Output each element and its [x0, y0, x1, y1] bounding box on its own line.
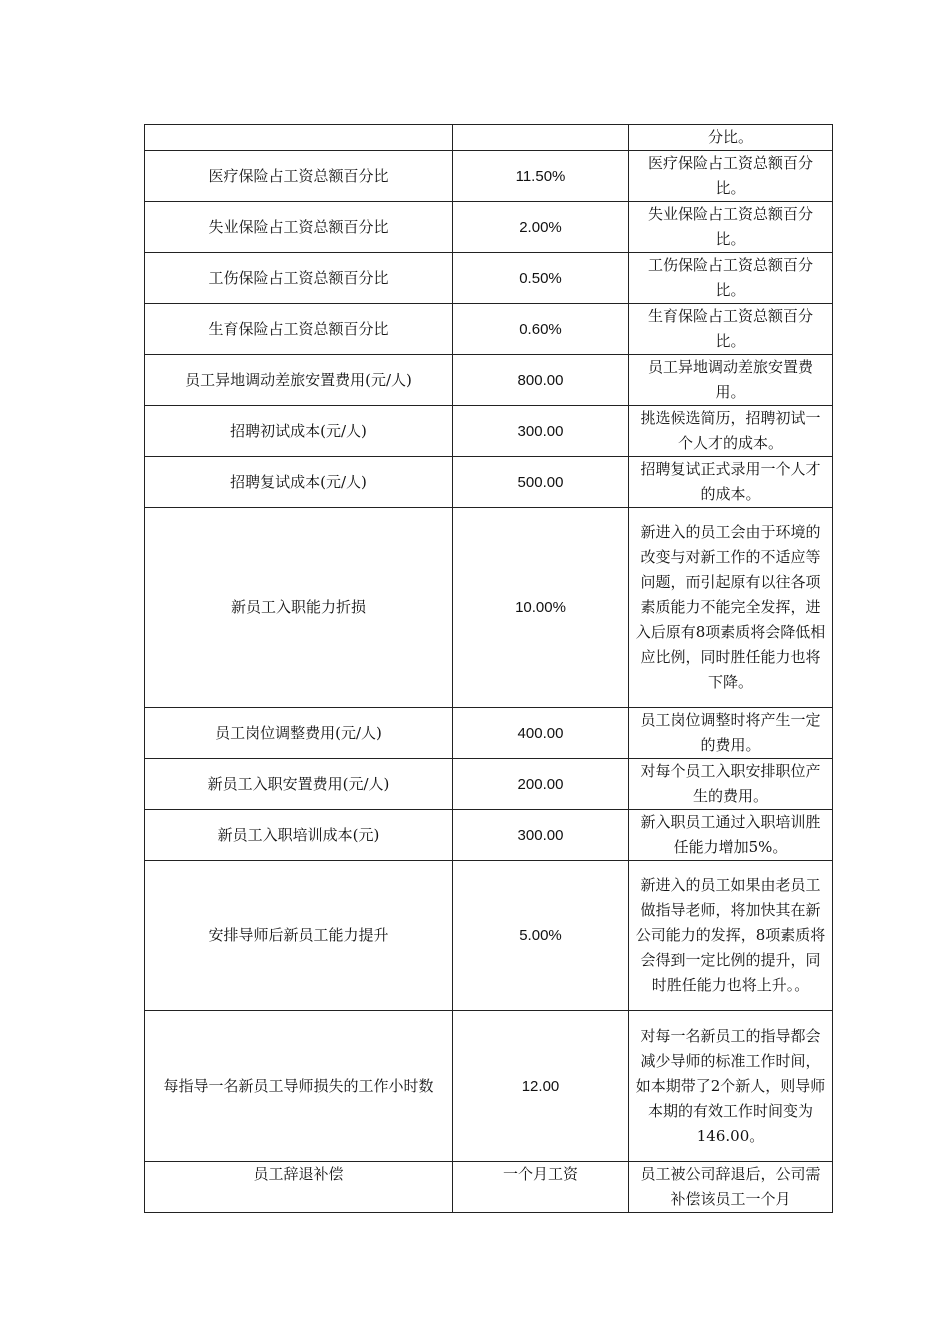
param-name: 失业保险占工资总额百分比 — [145, 202, 453, 253]
parameter-table — [144, 124, 833, 1213]
param-note: 分比。 — [629, 125, 833, 151]
table-row — [145, 457, 833, 508]
param-value: 2.00% — [453, 202, 629, 253]
param-name: 新员工入职能力折损 — [145, 508, 453, 708]
param-note: 医疗保险占工资总额百分比。 — [629, 151, 833, 202]
param-value: 0.60% — [453, 304, 629, 355]
table-row — [145, 1162, 833, 1213]
param-name: 招聘初试成本(元/人) — [145, 406, 453, 457]
param-name — [145, 125, 453, 151]
param-name: 生育保险占工资总额百分比 — [145, 304, 453, 355]
param-name: 工伤保险占工资总额百分比 — [145, 253, 453, 304]
table-row — [145, 406, 833, 457]
table-row — [145, 861, 833, 1011]
table-row — [145, 1011, 833, 1162]
param-name: 安排导师后新员工能力提升 — [145, 861, 453, 1011]
table-row — [145, 253, 833, 304]
table-row — [145, 355, 833, 406]
param-note: 对每一名新员工的指导都会减少导师的标准工作时间，如本期带了2个新人，则导师本期的有效工作时间变为146.00。 — [629, 1011, 833, 1162]
param-value: 12.00 — [453, 1011, 629, 1162]
table-row — [145, 304, 833, 355]
param-note: 员工岗位调整时将产生一定的费用。 — [629, 708, 833, 759]
param-name: 员工辞退补偿 — [145, 1162, 453, 1213]
param-name: 招聘复试成本(元/人) — [145, 457, 453, 508]
param-name: 员工异地调动差旅安置费用(元/人) — [145, 355, 453, 406]
param-note: 失业保险占工资总额百分比。 — [629, 202, 833, 253]
table-row — [145, 708, 833, 759]
param-note: 生育保险占工资总额百分比。 — [629, 304, 833, 355]
param-name: 员工岗位调整费用(元/人) — [145, 708, 453, 759]
table-row — [145, 202, 833, 253]
param-value: 200.00 — [453, 759, 629, 810]
param-note: 员工被公司辞退后，公司需补偿该员工一个月 — [629, 1162, 833, 1213]
param-value — [453, 125, 629, 151]
table-row — [145, 759, 833, 810]
table-row — [145, 125, 833, 151]
param-value: 0.50% — [453, 253, 629, 304]
param-value: 11.50% — [453, 151, 629, 202]
table-row — [145, 151, 833, 202]
param-name: 医疗保险占工资总额百分比 — [145, 151, 453, 202]
param-name: 新员工入职安置费用(元/人) — [145, 759, 453, 810]
param-note: 工伤保险占工资总额百分比。 — [629, 253, 833, 304]
param-value: 500.00 — [453, 457, 629, 508]
param-note: 挑选候选简历，招聘初试一个人才的成本。 — [629, 406, 833, 457]
param-value: 300.00 — [453, 406, 629, 457]
param-value: 400.00 — [453, 708, 629, 759]
table-row — [145, 810, 833, 861]
param-note: 招聘复试正式录用一个人才的成本。 — [629, 457, 833, 508]
param-value: 一个月工资 — [453, 1162, 629, 1213]
param-name: 每指导一名新员工导师损失的工作小时数 — [145, 1011, 453, 1162]
param-note: 对每个员工入职安排职位产生的费用。 — [629, 759, 833, 810]
param-value: 300.00 — [453, 810, 629, 861]
param-note: 新入职员工通过入职培训胜任能力增加5%。 — [629, 810, 833, 861]
param-name: 新员工入职培训成本(元) — [145, 810, 453, 861]
table-row — [145, 508, 833, 708]
param-note: 新进入的员工会由于环境的改变与对新工作的不适应等问题，而引起原有以往各项素质能力不能完全发挥，进入后原有8项素质将会降低相应比例，同时胜任能力也将下降。 — [629, 508, 833, 708]
param-note: 新进入的员工如果由老员工做指导老师，将加快其在新公司能力的发挥，8项素质将会得到一定比例的提升，同时胜任能力也将上升。。 — [629, 861, 833, 1011]
param-value: 5.00% — [453, 861, 629, 1011]
param-note: 员工异地调动差旅安置费用。 — [629, 355, 833, 406]
param-value: 10.00% — [453, 508, 629, 708]
param-value: 800.00 — [453, 355, 629, 406]
